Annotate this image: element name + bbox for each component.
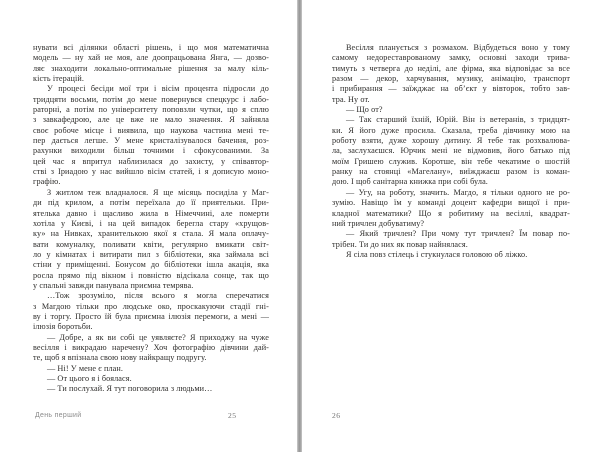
text-line: кладної математики? Що я робитиму на весіллі, квадрат- xyxy=(332,208,570,218)
text-line: весілля і викрадаю наречену? Хоч фотографію дівчини дай- xyxy=(33,342,269,352)
text-line: разом — декор, харчування, музику, анімацію, транспорт xyxy=(332,74,570,84)
text-line: графію. xyxy=(33,177,61,187)
text-line: самому недореставрованому замку, основні заходи трива- xyxy=(332,53,570,63)
text-line: ляє знаходити локально-оптимальне рішення за малу кіль- xyxy=(33,63,269,73)
text-line: з Магдою тільки про людське око, проскакуючи стадії гні- xyxy=(33,301,269,311)
text-line: своє робоче місце і виявила, що наукова частина мені те- xyxy=(33,125,269,135)
text-line: роботу взяти, дуже хорошу дитину. Я тебе так розхвалюва- xyxy=(332,136,570,146)
text-line: у спальні завжди панувала приємна темрява. xyxy=(33,280,194,290)
text-line: рахунки виходили більш точними і сфокусованими. За xyxy=(33,146,269,156)
text-line: тридцяти восьми, потім до мене повернувся спецкурс і лабо- xyxy=(33,94,269,104)
text-line: З житлом теж владналося. Я ще місяць посиділа у Маг- xyxy=(47,187,269,197)
text-line: ву і торгу. Просто їй була приємна ілюзія перемоги, а мені — xyxy=(33,311,269,321)
text-line: те, щоб я впізнала свою нову найкращу подругу. xyxy=(33,353,207,363)
text-line: модель — ну хай не моя, але доопрацьована Янга, — дозво- xyxy=(33,53,269,63)
text-line: з завкафедрою, але це вже не мало значення. Я зайняла xyxy=(33,115,269,125)
text-line: ранку на стоянці «Магелану», виїжджаєш разом із коман- xyxy=(332,167,570,177)
text-line: ний тричлен добуватиму? xyxy=(332,218,425,228)
text-line: хотіла у Києві, і на цей випадок берегла стару «хрущов- xyxy=(33,218,269,228)
text-line: — Ні! У мене є план. xyxy=(47,363,124,373)
text-line: стіни у приміщенні. Бонусом до бібліотеки ішла акація, яка xyxy=(33,260,269,270)
text-line: росла прямо під вікном і повністю відсікала сонце, так що xyxy=(33,270,269,280)
text-line: кість ітерацій. xyxy=(33,74,85,84)
text-line: трібен. Ти до них як повар найнялася. xyxy=(332,239,468,249)
text-line: стві з Іриадою у нас вийшло вісім статей, і я дописую моно- xyxy=(33,167,269,177)
text-line: — Ти послухай. Я тут поговорила з людьми… xyxy=(47,384,213,394)
text-line: ятелька давно і щасливо жила в Німеччині, але померти xyxy=(33,208,269,218)
text-line: — Так старший їхній, Юрій. Він із ветеранів, з тридцят- xyxy=(346,115,570,125)
page-right xyxy=(302,0,600,452)
text-line: тимуть з четверга до неділі, але фірма, яка відповідає за все xyxy=(332,63,570,73)
text-line: — Угу, на роботу, значить. Магдо, я тільки одного не ро- xyxy=(346,187,570,197)
text-line: У процесі бесіди мої три і вісім процента підросли до xyxy=(47,84,269,94)
text-line: цей час я впритул наблизилася до захисту, у співавтор- xyxy=(33,156,269,166)
page-number-right: 26 xyxy=(332,411,341,420)
text-line: — Який тричлен? При чому тут тричлен? Їм повар по- xyxy=(346,229,570,239)
text-line: Я сіла повз стілець і стукнулася головою об ліжко. xyxy=(346,249,528,259)
text-line: зумію. Навіщо їм у команді доцент кафедри вищої і при- xyxy=(332,198,570,208)
text-line: — Що от? xyxy=(346,105,383,115)
text-line: ла, заслухаєшся. Юрчик мені не відмовив, його батько під xyxy=(332,146,570,156)
text-line: ку» на Нивках, хранителькою якої я стала. Я мала оплачу- xyxy=(33,229,269,239)
text-line: нувати всі ділянки області рішень, і що моя математична xyxy=(33,43,269,52)
text-line: — Добре, а як ви собі це уявляєте? Я приходжу на чуже xyxy=(47,332,269,342)
text-line: ки. Я його дуже просила. Сказала, треба дівчинку мою на xyxy=(332,125,570,135)
page-right-text xyxy=(332,43,570,260)
text-line: — От цього я і боялася. xyxy=(47,374,132,383)
text-line: моїм Гришею служив. Коротше, він тебе чекатиме о шостій xyxy=(332,156,570,166)
text-line: ілюзія боротьби. xyxy=(33,322,93,332)
page-left-text xyxy=(33,43,269,395)
text-line: Весілля планується з розмахом. Відбудеться воно у тому xyxy=(346,43,570,52)
text-line: і прибирання — заїжджає на об’єкт у вівторок, тобто зав- xyxy=(332,84,570,94)
text-line: …Тож зрозуміло, після всього я могла сперечатися xyxy=(47,291,269,301)
chapter-footer: День перший xyxy=(35,412,82,419)
text-line: ди під крилом, а потім переїхала до її приятельки. При- xyxy=(33,198,269,208)
text-line: вати комуналку, поливати квіти, регулярно вмикати світ- xyxy=(33,239,269,249)
text-line: тра. Ну от. xyxy=(332,94,370,104)
text-line: ло у кімнатах і витирати пил з бібліотеки, яка займала всі xyxy=(33,249,269,259)
text-line: раторні, а потім по університету поповзли чутки, що я сплю xyxy=(33,105,269,115)
page-left xyxy=(0,0,297,452)
page-number-left: 25 xyxy=(228,411,237,420)
text-line: пер дається легше. У мене кристалізувалося бачення, роз- xyxy=(33,136,269,146)
text-line: дою. І щоб санітарна книжка при собі була. xyxy=(332,177,488,187)
